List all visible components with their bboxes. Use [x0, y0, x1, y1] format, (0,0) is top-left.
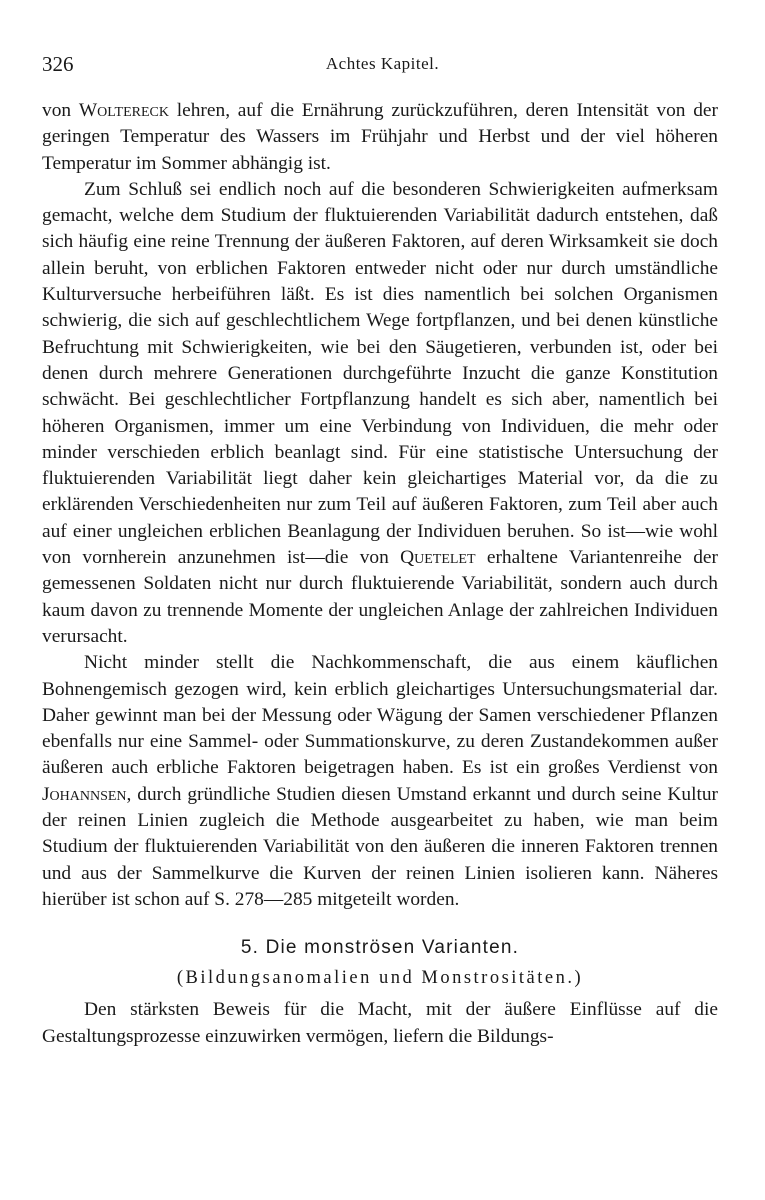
author-name: Quetelet	[400, 547, 476, 569]
section-heading: 5. Die monströsen Varianten.	[240, 937, 520, 959]
text-run: von	[42, 100, 79, 121]
page-number: 326	[42, 52, 74, 76]
author-name: Johannsen	[42, 783, 127, 805]
paragraph-continuation	[42, 98, 718, 177]
text-run: , durch gründliche Studien diesen Umstand erkannt und durch seine Kultur der reinen Linien zugleich die Methode ausgearbeitet zu haben, wie man beim Studium der fluktuierenden Variabilität von den äußeren die inneren Faktoren trennen und aus der Sammelkurve die Kurven der reinen Linien isolieren kann. Näheres hierüber ist schon auf S. 278—285 mitgeteilt worden.	[42, 783, 718, 910]
text-run: Nicht minder stellt die Nachkommenschaft, die aus einem käuflichen Bohnengemisch gezogen wird, kein erblich gleichartiges Untersuchungsmaterial dar. Daher gewinnt man bei der Messung oder Wägung der Samen verschiedener Pflanzen ebenfalls nur eine Sammel- oder Summationskurve, zu deren Zustandekommen außer äußeren auch erbliche Faktoren beigetragen haben. Es ist ein großes Verdienst von	[42, 652, 718, 779]
text-run: Zum Schluß sei endlich noch auf die besonderen Schwierigkeiten aufmerksam gemacht, welche dem Studium der fluktuierenden Variabilität dadurch entstehen, daß sich häufig eine reine Trennung der äußeren Faktoren, auf deren Wirksamkeit sie doch allein beruht, von erblichen Faktoren entweder nicht oder nur durch umständliche Kulturversuche herbeiführen läßt. Es ist dies namentlich bei solchen Organismen schwierig, die sich auf geschlechtlichem Wege fortpflanzen, und bei denen künstliche Befruchtung mit Schwierigkeiten, wie bei den Säugetieren, verbunden ist, oder bei denen durch mehrere Generationen durchgeführte Inzucht die ganze Konstitution schwächt. Bei geschlechtlicher Fortpflanzung handelt es sich aber, namentlich bei höheren Organismen, immer um eine Verbindung von Individuen, die mehr oder minder verschieden erblich beanlagt sind. Für eine statistische Untersuchung der fluktuierenden Variabilität liegt daher kein gleichartiges Material vor, da die zu erklärenden Verschiedenheiten nur zum Teil auf äußeren Faktoren, zum Teil aber auch auf einer ungleichen erblichen Beanlagung der Individuen beruhen. So ist—wie wohl von vornherein anzunehmen ist—die von	[42, 178, 718, 569]
paragraph-section-start	[42, 997, 718, 1050]
author-name: Woltereck	[78, 100, 169, 121]
paragraph-bean-mixture	[42, 650, 718, 913]
text-run: erhaltene Variantenreihe der gemessenen Soldaten nicht nur durch fluktuierende Variabilität, sondern auch durch kaum davon zu trennende Momente der ungleichen Anlage der zahlreichen Individuen verursacht.	[42, 547, 718, 647]
section-subheading: (Bildungsanomalien und Monstrositäten.)	[176, 968, 584, 989]
text-run: Den stärksten Beweis für die Macht, mit der äußere Einflüsse auf die Gestaltungsprozesse einzuwirken vermögen, liefern die Bildungs-	[42, 999, 718, 1047]
page-body	[42, 98, 718, 1050]
text-run: lehren, auf die Ernährung zurückzuführen, deren Intensität von der geringen Temperatur des Wassers im Frühjahr und Herbst und der viel höheren Temperatur im Sommer abhängig ist.	[42, 100, 719, 174]
running-title: Achtes Kapitel.	[325, 54, 440, 73]
page-header	[42, 52, 723, 80]
paragraph-difficulties	[42, 177, 718, 650]
